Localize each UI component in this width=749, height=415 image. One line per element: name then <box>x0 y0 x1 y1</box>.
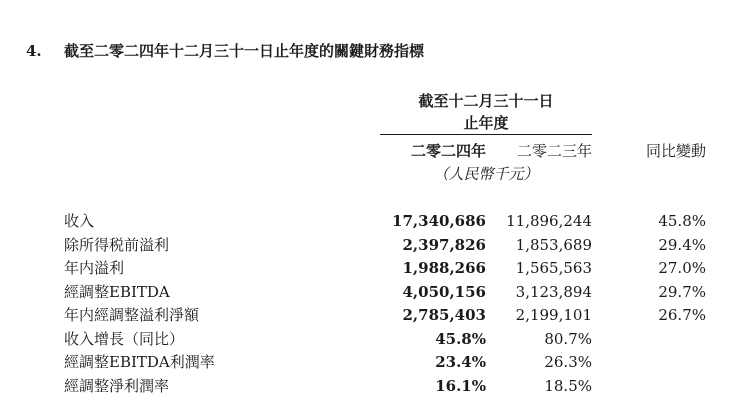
value-2023: 26.3% <box>544 353 592 371</box>
table-row <box>0 258 749 282</box>
row-label: 經調整EBITDA <box>64 282 170 301</box>
value-2024: 17,340,686 <box>392 212 486 230</box>
column-header-2023: 二零二三年 <box>516 142 592 160</box>
value-2024: 16.1% <box>435 376 486 395</box>
value-yoy: 26.7% <box>658 306 706 324</box>
value-2024: 1,988,266 <box>402 259 486 277</box>
row-label: 經調整EBITDA利潤率 <box>64 353 215 371</box>
table-row <box>0 329 749 353</box>
table-row <box>0 376 749 400</box>
period-header-line1: 截至十二月三十一日 <box>418 92 554 110</box>
row-label: 除所得税前溢利 <box>64 235 170 254</box>
value-2024: 4,050,156 <box>402 282 486 301</box>
value-2023: 2,199,101 <box>515 306 592 324</box>
value-2023: 18.5% <box>544 376 592 395</box>
value-yoy: 29.7% <box>658 282 706 301</box>
section-number: 4. <box>26 42 42 60</box>
section-heading <box>26 40 424 61</box>
column-header-2024: 二零二四年 <box>410 142 486 160</box>
row-label: 收入增長（同比） <box>64 329 185 348</box>
row-label: 經調整淨利潤率 <box>64 376 170 395</box>
table-row <box>0 211 749 235</box>
row-label: 收入 <box>64 212 95 230</box>
row-label: 年内經調整溢利淨額 <box>64 306 200 324</box>
financial-table <box>0 211 749 399</box>
table-row <box>0 282 749 306</box>
value-2023: 11,896,244 <box>506 212 592 230</box>
period-header-line2: 止年度 <box>463 114 509 132</box>
unit-label: （人民幣千元） <box>433 165 539 183</box>
table-row <box>0 352 749 376</box>
row-label: 年内溢利 <box>64 259 125 277</box>
value-2024: 2,397,826 <box>402 235 486 254</box>
table-row <box>0 235 749 259</box>
section-title: 截至二零二四年十二月三十一日止年度的關鍵財務指標 <box>64 42 425 60</box>
value-2023: 1,853,689 <box>515 235 592 254</box>
value-yoy: 27.0% <box>658 259 706 277</box>
value-2024: 2,785,403 <box>402 306 486 324</box>
value-2023: 3,123,894 <box>515 282 592 301</box>
value-2024: 45.8% <box>435 329 486 348</box>
value-2023: 80.7% <box>544 329 592 348</box>
value-2023: 1,565,563 <box>515 259 592 277</box>
value-yoy: 45.8% <box>658 212 706 230</box>
value-2024: 23.4% <box>435 353 486 371</box>
header-rule <box>380 134 592 135</box>
value-yoy: 29.4% <box>658 235 706 254</box>
column-header-yoy: 同比變動 <box>645 142 706 160</box>
table-row <box>0 305 749 329</box>
